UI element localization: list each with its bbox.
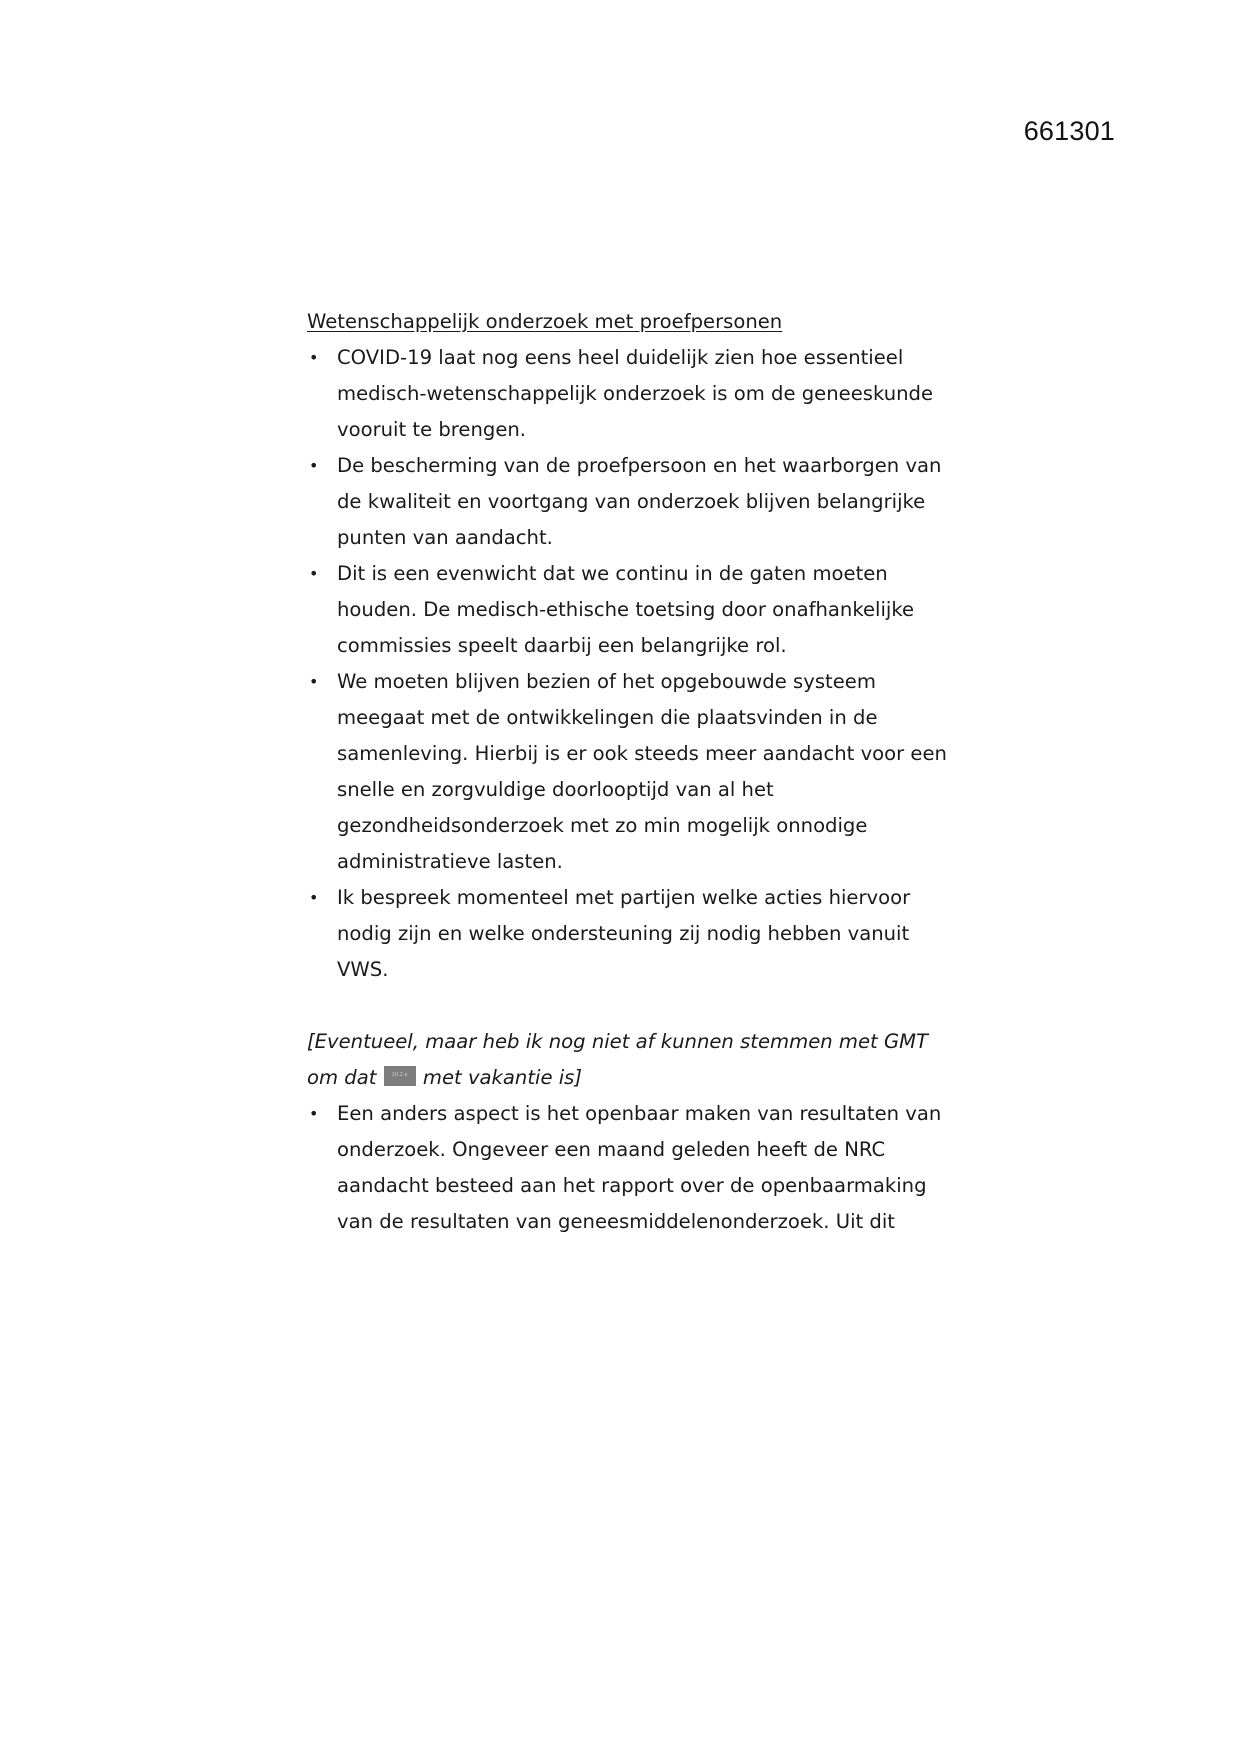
bullet-icon: • bbox=[309, 1104, 319, 1123]
list-item-text: Ik bespreek momenteel met partijen welke acties hiervoor nodig zijn en welke ondersteuning zij nodig hebben vanuit VWS. bbox=[337, 886, 911, 981]
bullet-list bbox=[307, 340, 947, 988]
list-item-text: Dit is een evenwicht dat we continu in de gaten moeten houden. De medisch-ethische toetsing door onafhankelijke commissies speelt daarbij een belangrijke rol. bbox=[337, 562, 915, 657]
list-item bbox=[307, 448, 947, 556]
note-text-after: met vakantie is] bbox=[416, 1066, 583, 1089]
list-item-text: Een anders aspect is het openbaar maken van resultaten van onderzoek. Ongeveer een maand geleden heeft de NRC aandacht besteed aan het rapport over de openbaarmaking van de resultaten van geneesmiddelenonderzoek. Uit dit bbox=[337, 1102, 942, 1233]
document-number: 661301 bbox=[1023, 116, 1115, 146]
redaction-block bbox=[384, 1066, 416, 1086]
list-item bbox=[307, 556, 947, 664]
bullet-icon: • bbox=[309, 888, 319, 907]
bullet-icon: • bbox=[309, 672, 319, 691]
list-item-text: We moeten blijven bezien of het opgebouwde systeem meegaat met de ontwikkelingen die plaatsvinden in de samenleving. Hierbij is er ook steeds meer aandacht voor een snelle en zorgvuldige doorlooptijd van al het gezondheidsonderzoek met zo min mogelijk onnodige administratieve lasten. bbox=[337, 670, 947, 873]
list-item bbox=[307, 1096, 947, 1240]
bullet-icon: • bbox=[309, 456, 319, 475]
bullet-icon: • bbox=[309, 348, 319, 367]
note-text-before: [Eventueel, maar heb ik nog niet af kunnen stemmen met GMT om dat bbox=[307, 1030, 929, 1089]
paragraph-spacer bbox=[307, 988, 947, 1024]
editorial-note bbox=[307, 1024, 947, 1096]
document-body bbox=[307, 304, 947, 1240]
section-heading: Wetenschappelijk onderzoek met proefpersonen bbox=[307, 310, 783, 333]
bullet-list-continued bbox=[307, 1096, 947, 1240]
list-item bbox=[307, 664, 947, 880]
bullet-icon: • bbox=[309, 564, 319, 583]
list-item-text: COVID-19 laat nog eens heel duidelijk zien hoe essentieel medisch-wetenschappelijk onderzoek is om de geneeskunde vooruit te brengen. bbox=[337, 346, 934, 441]
list-item-text: De bescherming van de proefpersoon en het waarborgen van de kwaliteit en voortgang van onderzoek blijven belangrijke punten van aandacht. bbox=[337, 454, 942, 549]
list-item bbox=[307, 880, 947, 988]
redaction-code: 10.2.e bbox=[391, 1072, 408, 1078]
list-item bbox=[307, 340, 947, 448]
